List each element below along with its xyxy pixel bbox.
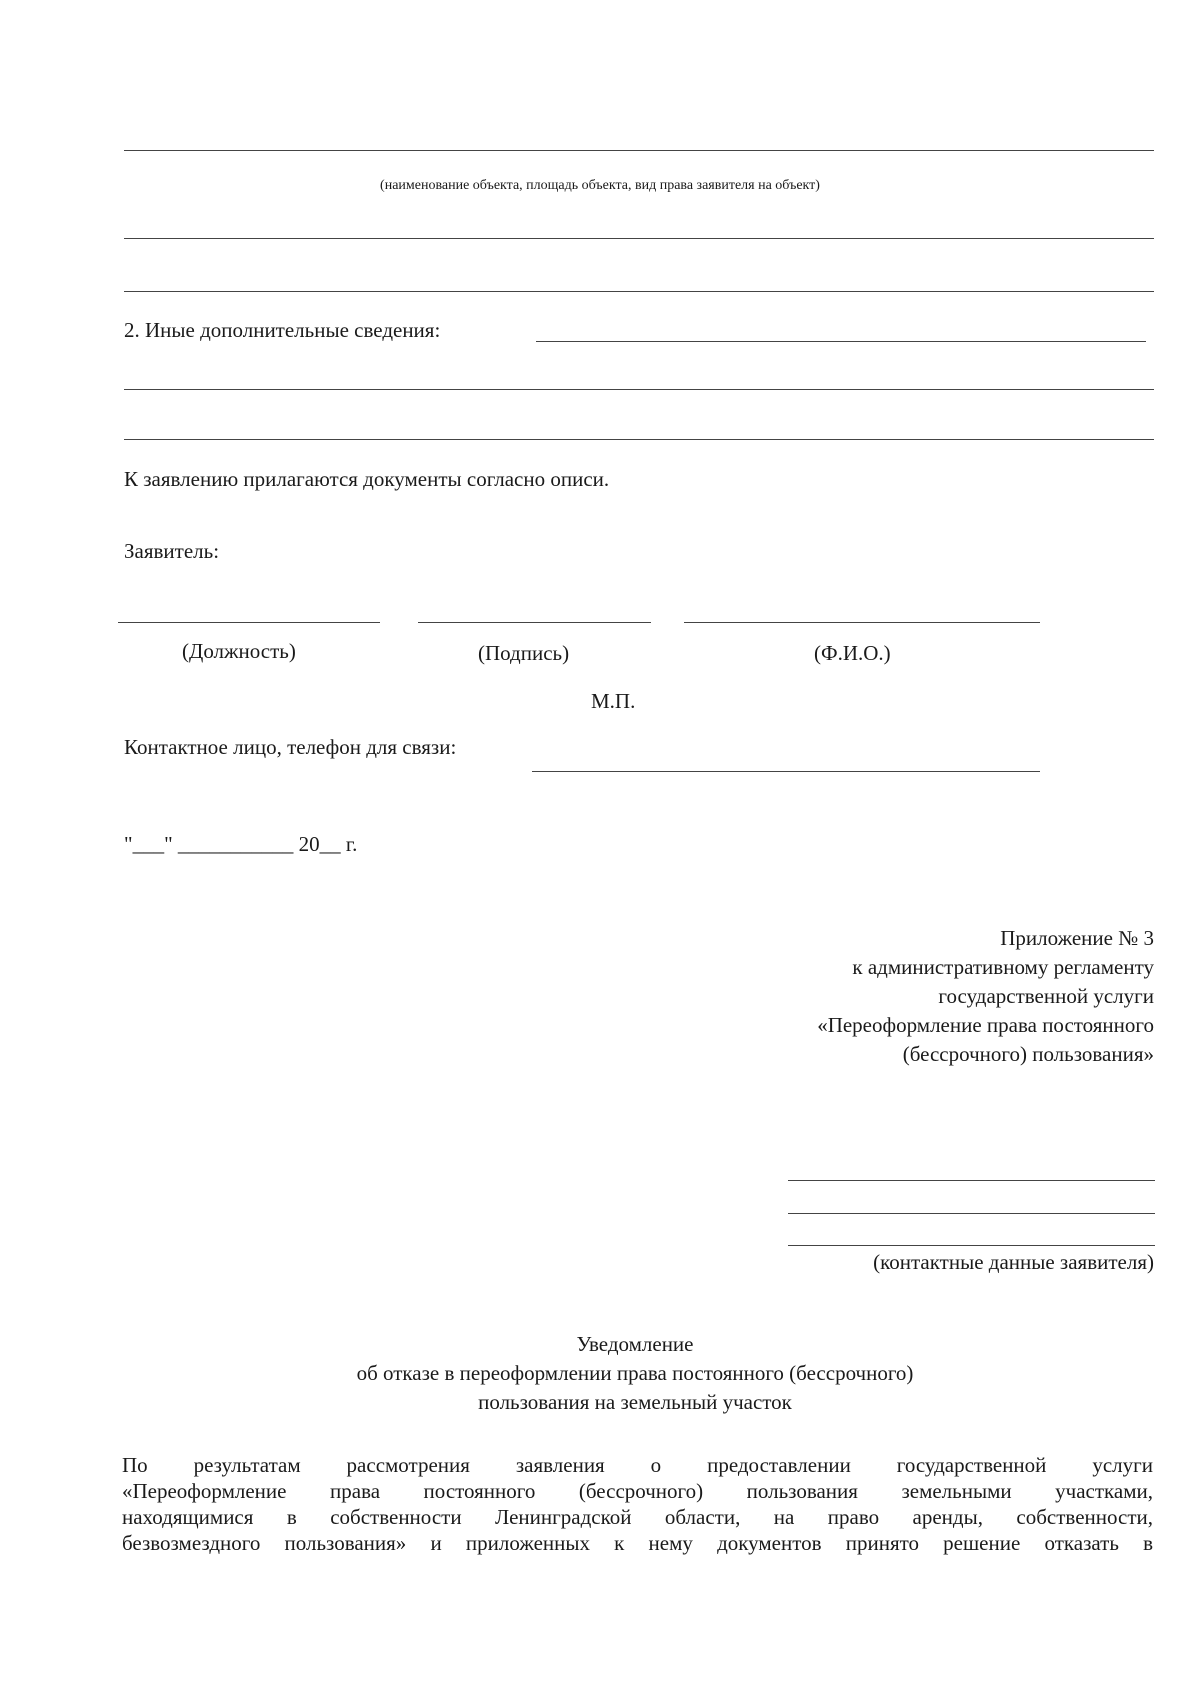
notice-body-line: находящимися в собственности Ленинградской области, на право аренды, собственности, [122,1505,1153,1529]
fill-line [124,439,1154,440]
fill-line [124,389,1154,390]
applicant-label: Заявитель: [124,539,220,563]
notice-body-line: безвозмездного пользования» и приложенных к нему документов принято решение отказать в [122,1531,1153,1555]
fill-line [124,238,1154,239]
signature-fill-line [418,622,651,623]
notice-title-line: пользования на земельный участок [478,1390,792,1414]
notice-body-line: По результатам рассмотрения заявления о предоставлении государственной услуги [122,1453,1153,1477]
notice-title-line: об отказе в переоформлении права постоянного (бессрочного) [356,1361,914,1385]
notice-title [200,1330,1070,1417]
item2-fill-line [536,341,1146,342]
stamp-label: М.П. [591,689,636,713]
item2-label: 2. Иные дополнительные сведения: [124,318,441,342]
contact-label: Контактное лицо, телефон для связи: [124,735,457,759]
name-caption: (Ф.И.О.) [814,641,891,665]
fill-line [124,291,1154,292]
attachments-note: К заявлению прилагаются документы согласно описи. [124,467,610,491]
object-caption: (наименование объекта, площадь объекта, вид права заявителя на объект) [380,178,820,193]
position-fill-line [118,622,380,623]
object-fill-line [124,150,1154,151]
contact-data-line [788,1180,1155,1181]
appendix-line: к административному регламенту [852,955,1154,979]
appendix-line: государственной услуги [938,984,1154,1008]
appendix-line: «Переоформление права постоянного [817,1013,1154,1037]
date-line: "___" ___________ 20__ г. [124,832,358,856]
contact-data-line [788,1213,1155,1214]
contact-data-caption: (контактные данные заявителя) [873,1250,1154,1274]
contact-data-line [788,1245,1155,1246]
appendix-line: Приложение № 3 [1000,926,1154,950]
appendix-header [674,924,1154,1069]
contact-fill-line [532,771,1040,772]
signature-caption: (Подпись) [478,641,570,665]
appendix-line: (бессрочного) пользования» [902,1042,1154,1066]
notice-title-line: Уведомление [576,1332,694,1356]
name-fill-line [684,622,1040,623]
notice-body-line: «Переоформление права постоянного (бессрочного) пользования земельными участками, [122,1479,1153,1503]
position-caption: (Должность) [182,639,296,663]
